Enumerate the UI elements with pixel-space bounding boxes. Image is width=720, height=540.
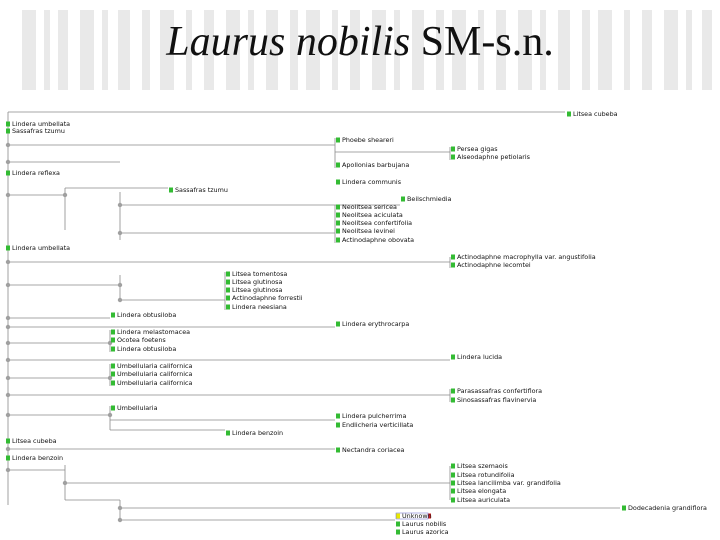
leaf-marker (111, 364, 115, 369)
leaf-label: Litsea rotundifolia (457, 471, 515, 480)
leaf-marker (111, 338, 115, 343)
leaf-marker (111, 381, 115, 386)
leaf-marker (226, 288, 230, 293)
leaf-marker (111, 347, 115, 352)
leaf-label: Litsea elongata (457, 487, 507, 496)
leaf-label: Actinodaphne macrophylla var. angustifolia (457, 253, 596, 262)
leaf-label: Dodecadenia grandiflora (628, 504, 707, 513)
leaf-label: Actinodaphne lecomtei (457, 261, 531, 270)
leaf-marker (226, 280, 230, 285)
leaf-marker (226, 305, 230, 310)
leaf-marker (451, 355, 455, 360)
leaf-marker (226, 296, 230, 301)
tree-node (6, 260, 10, 264)
leaf-label: Laurus azorica (402, 528, 449, 537)
tree-node (6, 393, 10, 397)
title-species: Laurus nobilis (166, 19, 411, 65)
leaf-marker (451, 473, 455, 478)
leaf-label: Lindera pulcherrima (342, 412, 407, 421)
leaf-label: Umbellularia californica (117, 362, 193, 371)
leaf-marker (6, 122, 10, 127)
leaf-label: Apollonias barbujana (342, 161, 410, 170)
leaf-label: Parasassafras confertiflora (457, 387, 543, 396)
tree-node (6, 283, 10, 287)
tree-node (108, 413, 112, 417)
leaf-label: Litsea glutinosa (232, 286, 283, 295)
leaf-label: Nectandra coriacea (342, 446, 405, 455)
tree-node (6, 160, 10, 164)
leaf-marker (336, 180, 340, 185)
leaf-marker (451, 464, 455, 469)
leaf-marker (336, 138, 340, 143)
leaf-marker (451, 498, 455, 503)
tree-node (118, 283, 122, 287)
leaf-label: Lindera benzoin (12, 454, 64, 463)
leaf-label: Neolitsea sericea (342, 203, 397, 212)
leaf-marker (451, 263, 455, 268)
tree-node (6, 376, 10, 380)
tree-node (6, 413, 10, 417)
tree-node (63, 481, 67, 485)
leaf-label: Lindera benzoin (232, 429, 284, 438)
leaf-label: Umbellularia (117, 404, 158, 413)
leaf-label: Litsea szemaois (457, 462, 508, 471)
leaf-label: Sassafras tzumu (175, 186, 228, 195)
tree-node (6, 468, 10, 472)
tree-node (6, 325, 10, 329)
leaf-marker (169, 188, 173, 193)
leaf-marker (396, 522, 400, 527)
leaf-label: Ocotea foetens (117, 336, 166, 345)
leaf-label: Neolitsea aciculata (342, 211, 403, 220)
leaf-marker (226, 272, 230, 277)
leaf-marker (336, 414, 340, 419)
leaf-marker (6, 129, 10, 134)
tree-node (118, 231, 122, 235)
leaf-marker (336, 213, 340, 218)
leaf-label: Persea gigas (457, 145, 498, 154)
leaf-marker (622, 506, 626, 511)
leaf-marker (336, 448, 340, 453)
leaf-marker (6, 171, 10, 176)
leaf-label: Litsea auriculata (457, 496, 511, 505)
leaf-marker (451, 255, 455, 260)
leaf-marker (451, 147, 455, 152)
leaf-label: Sinosassafras flavinervia (457, 396, 537, 405)
tree-node (118, 203, 122, 207)
leaf-marker (567, 112, 571, 117)
leaf-marker (451, 398, 455, 403)
leaf-label: Laurus nobilis (402, 520, 447, 529)
tree-node (118, 506, 122, 510)
leaf-marker (336, 423, 340, 428)
leaf-marker (396, 514, 400, 519)
leaf-label: Lindera lucida (457, 353, 503, 362)
leaf-label: Litsea glutinosa (232, 278, 283, 287)
leaf-marker (451, 155, 455, 160)
tree-node (118, 298, 122, 302)
tree-node (63, 193, 67, 197)
leaf-label: Endlicheria verticillata (342, 421, 414, 430)
leaf-marker (396, 530, 400, 535)
leaf-marker (336, 163, 340, 168)
leaf-label: Lindera erythrocarpa (342, 320, 410, 329)
leaf-label: Litsea lancilimba var. grandifolia (457, 479, 561, 488)
leaf-marker (336, 238, 340, 243)
tree-node (6, 193, 10, 197)
leaf-marker (6, 439, 10, 444)
tree-node (118, 518, 122, 522)
leaf-label: Lindera reflexa (12, 169, 60, 178)
leaf-marker (336, 322, 340, 327)
leaf-label: Lindera obtusiloba (117, 311, 177, 320)
leaf-label: Litsea tomentosa (232, 270, 288, 279)
title-specimen-code: SM-s.n. (410, 19, 554, 65)
leaf-label: Lindera umbellata (12, 120, 71, 129)
leaf-marker (111, 313, 115, 318)
leaf-marker (451, 389, 455, 394)
leaf-marker (6, 246, 10, 251)
leaf-marker (336, 229, 340, 234)
leaf-label: Litsea cubeba (12, 437, 57, 446)
leaf-label: Unknown (402, 512, 432, 521)
leaf-label: Alseodaphne petiolaris (457, 153, 531, 162)
leaf-label: Umbellularia californica (117, 370, 193, 379)
tree-node (6, 358, 10, 362)
leaf-label: Lindera neesiana (232, 303, 287, 312)
leaf-label: Umbellularia californica (117, 379, 193, 388)
leaf-label: Neolitsea confertifolia (342, 219, 413, 228)
leaf-marker (111, 406, 115, 411)
leaf-marker (226, 431, 230, 436)
tree-node (6, 341, 10, 345)
leaf-marker (6, 456, 10, 461)
leaf-label: Actinodaphne forrestii (232, 294, 303, 303)
leaf-label: Lindera obtusiloba (117, 345, 177, 354)
leaf-marker (451, 481, 455, 486)
leaf-label: Actinodaphne obovata (342, 236, 415, 245)
tree-node (6, 316, 10, 320)
leaf-label: Lindera communis (342, 178, 402, 187)
leaf-label: Lindera umbellata (12, 244, 71, 253)
leaf-marker (111, 330, 115, 335)
leaf-marker (336, 221, 340, 226)
leaf-label: Phoebe sheareri (342, 136, 394, 145)
leaf-marker (401, 197, 405, 202)
tree-node (6, 447, 10, 451)
leaf-label: Beilschmiedia (407, 195, 452, 204)
leaf-marker (336, 205, 340, 210)
leaf-marker (451, 489, 455, 494)
leaf-label: Sassafras tzumu (12, 127, 65, 136)
leaf-label: Neolitsea levinei (342, 227, 395, 236)
leaf-label: Litsea cubeba (573, 110, 618, 119)
tree-node (6, 143, 10, 147)
leaf-label: Lindera melastomacea (117, 328, 191, 337)
leaf-marker (111, 372, 115, 377)
